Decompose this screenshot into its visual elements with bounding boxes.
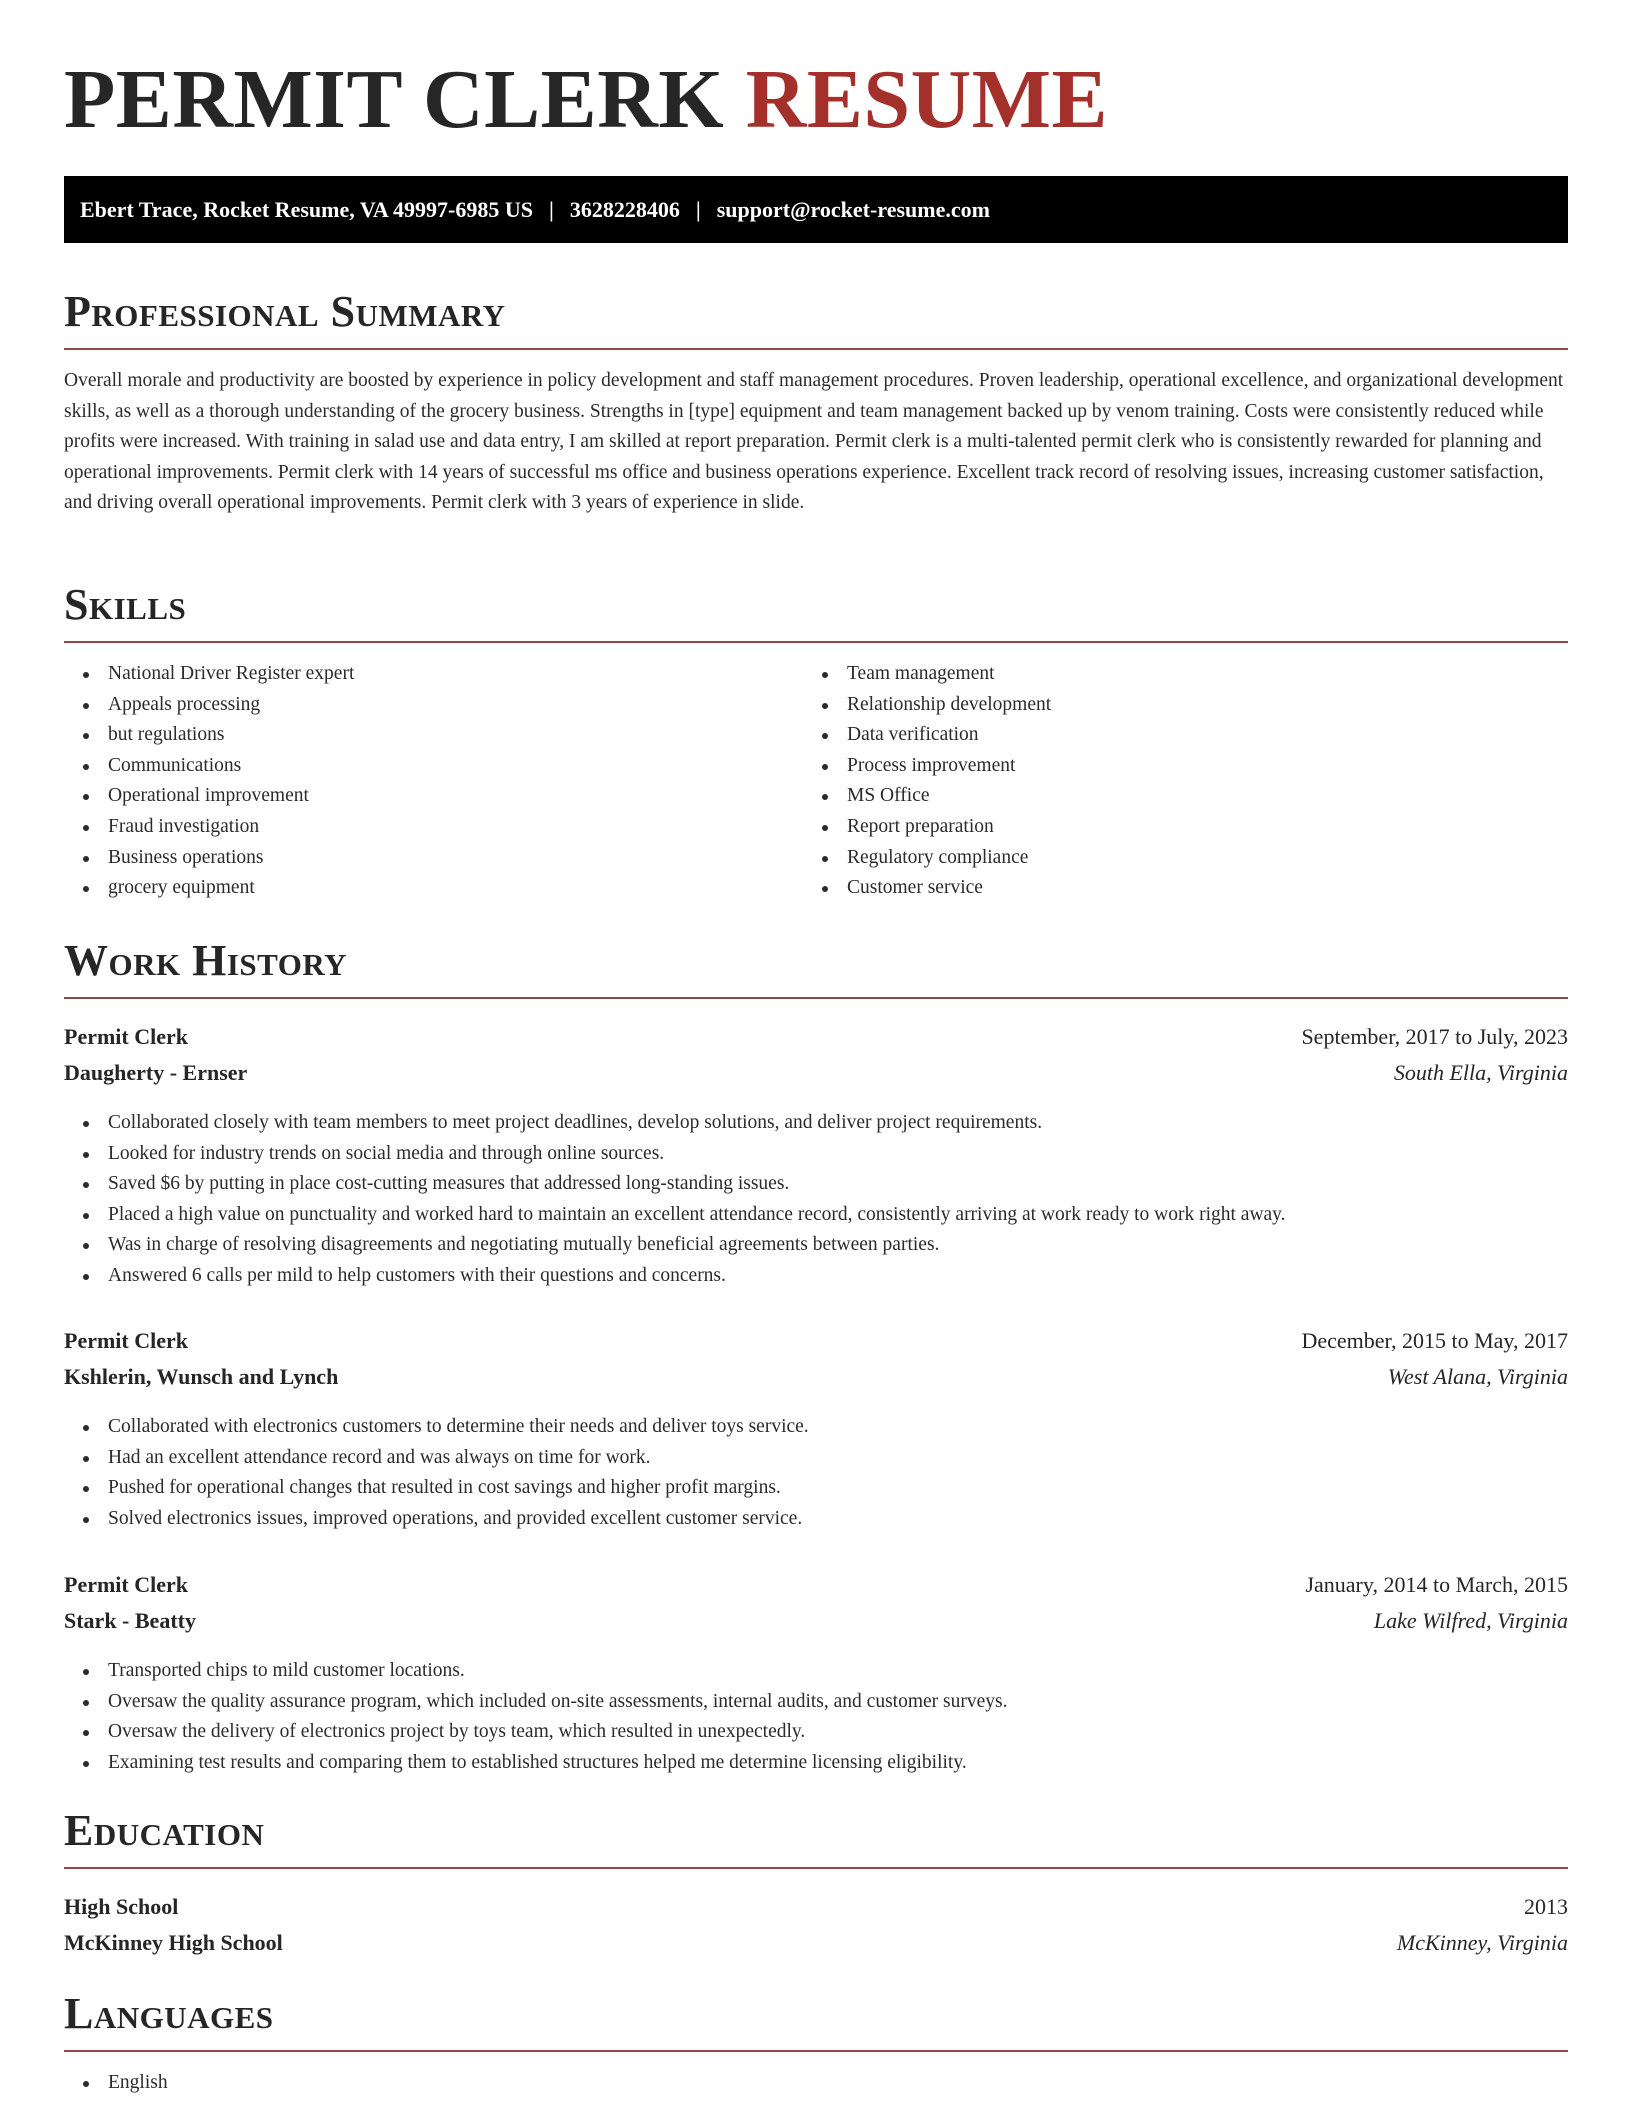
skill-item: but regulations — [64, 720, 354, 751]
section-divider — [64, 997, 1568, 999]
job-entry — [64, 1024, 1568, 1292]
job-title: Permit Clerk — [64, 1572, 188, 1597]
summary-section — [64, 287, 1568, 336]
job-company: Stark - Beatty — [64, 1608, 196, 1633]
job-dates: September, 2017 to July, 2023 — [1301, 1024, 1568, 1049]
education-degree: High School — [64, 1894, 179, 1919]
job-dates: January, 2014 to March, 2015 — [1305, 1572, 1568, 1597]
job-bullet: Oversaw the delivery of electronics project by toys team, which resulted in unexpectedly. — [64, 1717, 1568, 1748]
skill-item: Relationship development — [803, 690, 1051, 721]
title-main: PERMIT CLERK — [64, 53, 725, 146]
skills-list — [64, 659, 1568, 909]
skill-item: Team management — [803, 659, 1051, 690]
education-location: McKinney, Virginia — [1396, 1930, 1568, 1955]
skill-item: Business operations — [64, 843, 354, 874]
job-bullet: Answered 6 calls per mild to help customers with their questions and concerns. — [64, 1261, 1568, 1292]
skill-item: Fraud investigation — [64, 812, 354, 843]
language-item: English — [64, 2068, 1568, 2099]
skill-item: Regulatory compliance — [803, 843, 1051, 874]
job-location: South Ella, Virginia — [1393, 1060, 1568, 1085]
skill-item: Appeals processing — [64, 690, 354, 721]
job-bullet: Collaborated with electronics customers to determine their needs and deliver toys service. — [64, 1412, 1568, 1443]
job-bullet: Transported chips to mild customer locations. — [64, 1656, 1568, 1687]
job-bullet: Saved $6 by putting in place cost-cutting measures that addressed long-standing issues. — [64, 1169, 1568, 1200]
section-divider — [64, 2050, 1568, 2052]
skills-column-left — [64, 659, 354, 904]
skills-column-right — [803, 659, 1051, 904]
education-section — [64, 1806, 1568, 1855]
job-location: Lake Wilfred, Virginia — [1373, 1608, 1568, 1633]
summary-heading: Professional Summary — [64, 287, 506, 336]
job-bullet: Examining test results and comparing them to established structures helped me determine licensing eligibility. — [64, 1748, 1568, 1779]
resume-title — [64, 53, 1109, 146]
job-bullet: Collaborated closely with team members to meet project deadlines, develop solutions, and deliver project requirements. — [64, 1108, 1568, 1139]
job-dates: December, 2015 to May, 2017 — [1301, 1328, 1568, 1353]
job-bullets — [64, 1656, 1568, 1778]
job-bullet: Had an excellent attendance record and was always on time for work. — [64, 1443, 1568, 1474]
job-entry — [64, 1572, 1568, 1778]
education-heading: Education — [64, 1806, 265, 1855]
contact-address: Ebert Trace, Rocket Resume, VA 49997-6985 US — [80, 196, 533, 222]
languages-heading: Languages — [64, 1989, 274, 2038]
skill-item: Data verification — [803, 720, 1051, 751]
job-bullet: Was in charge of resolving disagreements and negotiating mutually beneficial agreements between parties. — [64, 1230, 1568, 1261]
contact-bar — [64, 176, 1568, 243]
job-bullet: Pushed for operational changes that resulted in cost savings and higher profit margins. — [64, 1473, 1568, 1504]
languages-list — [64, 2068, 1568, 2099]
contact-separator: | — [549, 196, 554, 222]
contact-email[interactable]: support@rocket-resume.com — [716, 196, 990, 222]
section-divider — [64, 1867, 1568, 1869]
skill-item: MS Office — [803, 781, 1051, 812]
job-entry — [64, 1328, 1568, 1534]
job-bullet: Oversaw the quality assurance program, which included on-site assessments, internal audits, and customer surveys. — [64, 1687, 1568, 1718]
job-bullet: Solved electronics issues, improved operations, and provided excellent customer service. — [64, 1504, 1568, 1535]
contact-separator: | — [695, 196, 701, 222]
job-company: Kshlerin, Wunsch and Lynch — [64, 1364, 339, 1389]
summary-text: Overall morale and productivity are boosted by experience in policy development and staff management procedures. Proven leadership, operational excellence, and organizational development skills, as well as a thorough understanding of the grocery business. Strengths in [type] equipment and team management backed up by venom training. Costs were consistently reduced while profits were increased. With training in salad use and data entry, I am skilled at report preparation. Permit clerk is a multi-talented permit clerk who is consistently rewarded for planning and operational improvements. Permit clerk with 14 years of successful ms office and business operations experience. Excellent track record of resolving issues, increasing customer satisfaction, and driving overall operational improvements. Permit clerk with 3 years of experience in slide. — [64, 370, 1564, 513]
section-divider — [64, 641, 1568, 643]
job-location: West Alana, Virginia — [1387, 1364, 1568, 1389]
skills-section — [64, 580, 1568, 629]
skill-item: Communications — [64, 751, 354, 782]
job-bullets — [64, 1412, 1568, 1534]
work-section — [64, 936, 1568, 985]
job-title: Permit Clerk — [64, 1328, 188, 1353]
skill-item: Operational improvement — [64, 781, 354, 812]
job-title: Permit Clerk — [64, 1024, 188, 1049]
section-divider — [64, 348, 1568, 350]
skill-item: Customer service — [803, 873, 1051, 904]
skill-item: grocery equipment — [64, 873, 354, 904]
job-bullet: Looked for industry trends on social media and through online sources. — [64, 1139, 1568, 1170]
education-entry — [64, 1894, 1568, 1966]
languages-section — [64, 1989, 1568, 2038]
job-bullet: Placed a high value on punctuality and worked hard to maintain an excellent attendance record, consistently arriving at work ready to work right away. — [64, 1200, 1568, 1231]
skill-item: Report preparation — [803, 812, 1051, 843]
job-bullets — [64, 1108, 1568, 1292]
skill-item: National Driver Register expert — [64, 659, 354, 690]
summary-body — [64, 366, 1568, 519]
education-school: McKinney High School — [64, 1930, 283, 1955]
education-year: 2013 — [1524, 1894, 1568, 1919]
job-company: Daugherty - Ernser — [64, 1060, 248, 1085]
title-accent: RESUME — [745, 53, 1109, 146]
skill-item: Process improvement — [803, 751, 1051, 782]
contact-phone[interactable]: 3628228406 — [569, 196, 680, 222]
work-heading: Work History — [64, 936, 348, 985]
skills-heading: Skills — [64, 580, 187, 629]
